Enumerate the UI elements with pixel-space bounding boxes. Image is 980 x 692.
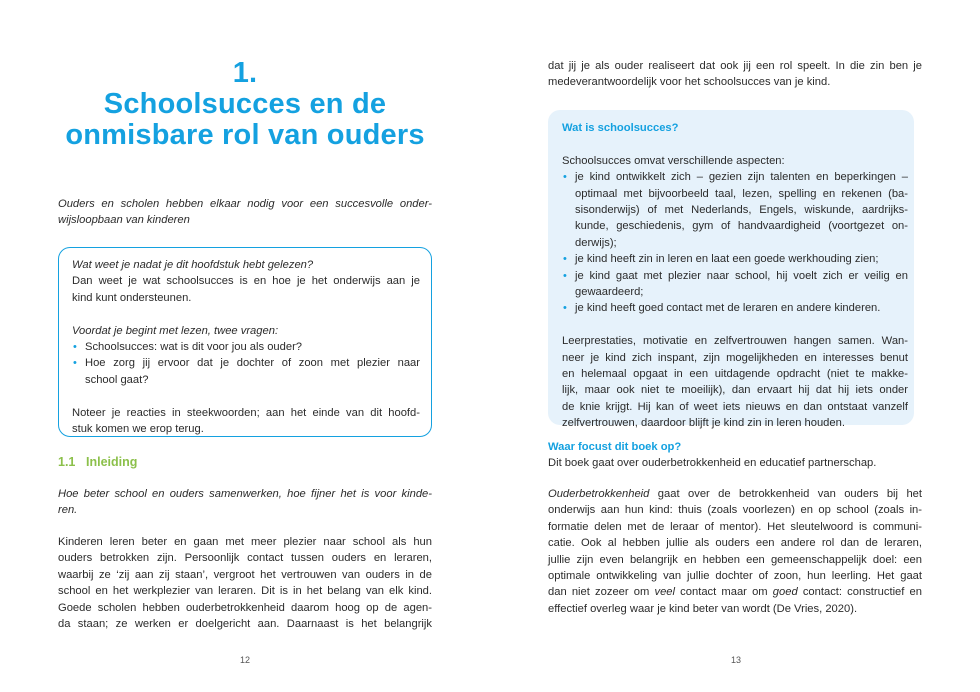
chapter-intro: Ouders en scholen hebben elkaar nodig voor een succesvolle onder- wijsloopbaan van kinderen [58,198,432,227]
list-item: • je kind gaat met plezier naar school, hij voelt zich er veilig en gewaardeerd; [563,269,908,299]
body-paragraph: Kinderen leren beter en gaan met meer plezier naar school als hun ouders betrokken zijn. Persoonlijk contact tussen ouders en leraren, waarbij ze ‘zij aan zij staan’, vergroot het vertrouwen van ouders in de school en het werkplezier van leraren. Dit is in het belang van elk kind. Goede scholen hebben ouderbetrokkenheid daarom hoog op de agen- da staan; ze werken er doelgericht aan. Daarnaast is het belangrijk [58,536,432,631]
preview-questions-list [72,339,420,388]
learning-goals-content: Wat weet je nadat je dit hoofdstuk hebt gelezen? Dan weet je wat schoolsucces is en hoe je het onderwijs aan je kind kunt ondersteunen. Voordat je begint met lezen, twee vragen: • Schoolsucces: wat is dit voor jou als ouder? • Hoe zorg jij ervoor dat je dochter of zoon met plezier naar school gaat? Noteer je reacties in steekwoorden; aan het einde van dit hoofd- stuk komen we erop terug. [72,259,420,436]
section-title: Inleiding [86,455,138,469]
box-intro: Schoolsucces omvat verschillende aspecten: [562,154,785,167]
list-item: • je kind ontwikkelt zich – gezien zijn talenten en beperkingen – optimaal met bijvoorbeeld taal, lezen, spelling en rekenen (ba- sisonderwijs) of met Nederlands, Engels, wiskunde, aardrijks- kunde, geschiedenis, gym of handvaardigheid (voortgezet on- derwijs); [563,171,908,249]
note-text: Noteer je reacties in steekwoorden; aan het einde van dit hoofd- [72,406,420,419]
chapter-title-line-2: onmisbare rol van ouders [65,119,425,151]
list-item: • je kind heeft zin in leren en laat een goede werkhouding zien; [563,253,879,266]
section-number: 1.1 [58,455,76,469]
continued-paragraph: dat jij je als ouder realiseert dat ook jij een rol speelt. In die zin ben je medeverantwoordelijk voor het schoolsucces van je kind. [548,60,922,89]
goal-question-label: Wat weet je nadat je dit hoofdstuk hebt gelezen? [72,259,314,271]
list-item: • Hoe zorg jij ervoor dat je dochter of zoon met plezier naar school gaat? [73,357,420,386]
section-heading [58,455,137,469]
ouderbetrokkenheid-paragraph: Ouderbetrokkenheid gaat over de betrokkenheid van ouders bij het onderwijs aan hun kind: thuis (zoals voorlezen) en op school (zoals in- formatie delen met de leraar of mentor). Het sleutelwoord is communi- catie. Ook al hebben jullie als ouders een andere rol dan de leraren, jullie zijn even belangrijk en hebben een gemeenschappelijk doel: een optimale ontwikkeling van jullie dochter of zoon, hun leerling. Het gaat dan niet zozeer om veel contact maar om goed contact: constructief en effectief overleg waar je kind beter van wordt (De Vries, 2020). [548,488,922,615]
focus-line: Dit boek gaat over ouderbetrokkenheid en educatief partnerschap. [548,457,877,470]
schoolsucces-box-content: Wat is schoolsucces? Schoolsucces omvat verschillende aspecten: • je kind ontwikkelt zich – gezien zijn talenten en beperkingen – optimaal met bijvoorbeeld taal, lezen, spelling en rekenen (ba- sisonderwijs) of met Nederlands, Engels, wiskunde, aardrijks- kunde, geschiedenis, gym of handvaardigheid (voortgezet on- derwijs); • je kind heeft zin in leren en laat een goede werkhouding zien; • je kind gaat met plezier naar school, hij voelt zich er veilig en gewaardeerd; • je kind heeft goed contact met de leraren en andere kinderen. Leerprestaties, motivatie en zelfvertrouwen hangen samen. Wan- neer je kind zich inspant, zijn mogelijkheden en interesses benut en helemaal opgaat in een uitdagende opdracht (niet te makke- lijk, maar ook niet te moeilijk), dan ervaart hij dat hij iets onder de knie krijgt. Hij kan of weet iets nieuws en dan ontstaat vanzelf zelfvertrouwen, daardoor blijft je kind zin in leren houden. [562,122,908,430]
box-paragraph: Leerprestaties, motivatie en zelfvertrouwen hangen samen. Wan- [562,335,908,348]
chapter-title [40,58,450,151]
chapter-number: 1. [232,57,258,89]
chapter-title-line-1: Schoolsucces en de [103,88,387,120]
list-item: • je kind heeft goed contact met de leraren en andere kinderen. [563,302,881,315]
right-page [490,0,980,692]
section-intro: Hoe beter school en ouders samenwerken, hoe fijner het is voor kinde- ren. [58,488,432,517]
list-item: • Schoolsucces: wat is dit voor jou als ouder? [73,341,303,354]
focus-section [548,439,922,472]
page-number: 12 [239,655,250,665]
page-number: 13 [730,655,741,665]
preview-questions-label: Voordat je begint met lezen, twee vragen: [72,324,279,337]
box-title: Wat is schoolsucces? [562,122,679,134]
aspects-list [562,169,908,317]
focus-heading: Waar focust dit boek op? [548,441,682,453]
